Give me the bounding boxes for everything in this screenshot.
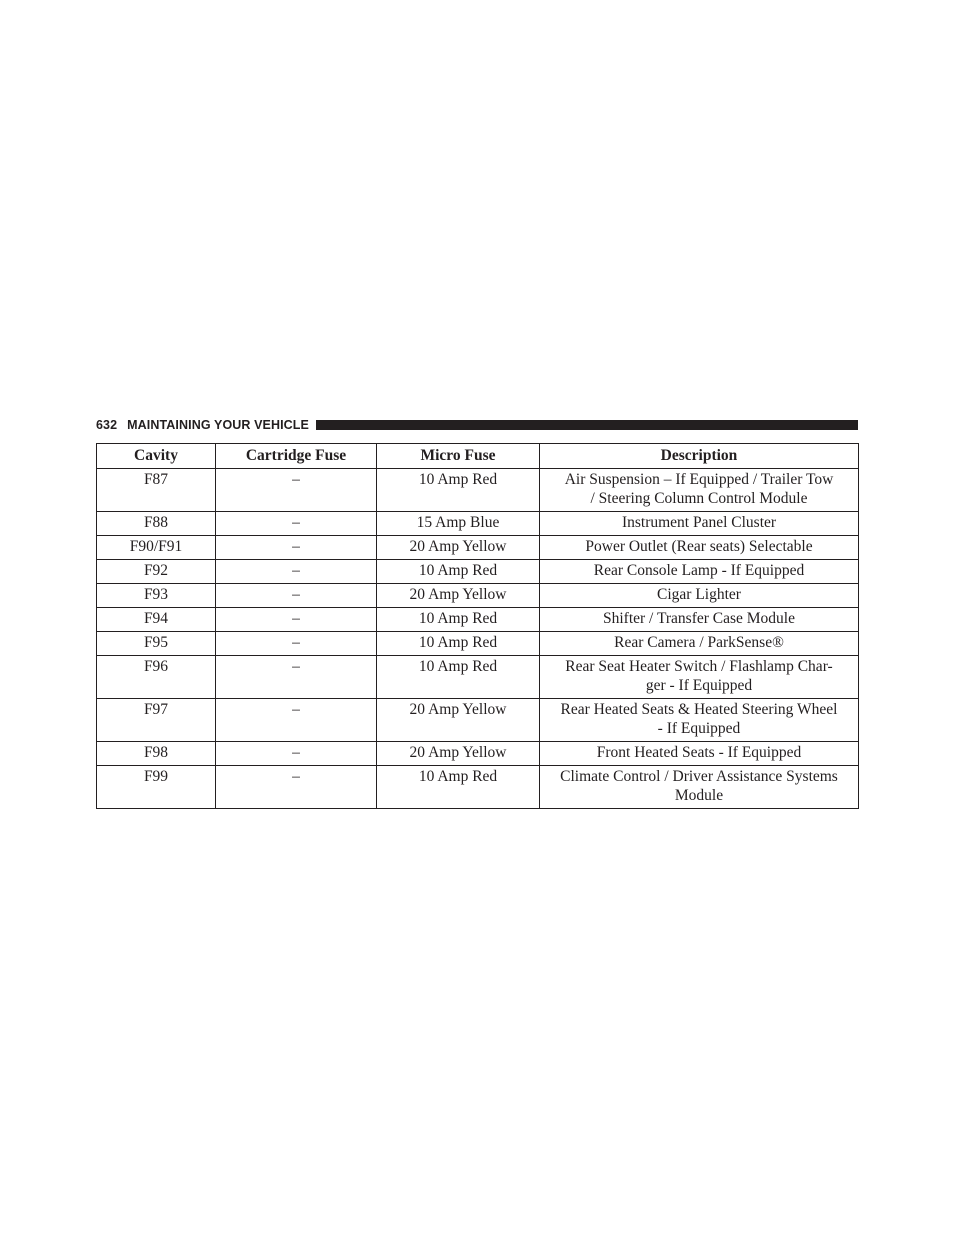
description-cell [540,632,859,656]
cavity-cell: F93 [97,584,216,608]
description-cell [540,766,859,809]
description-cell [540,608,859,632]
micro-fuse-cell: 20 Amp Yellow [377,584,540,608]
cavity-cell: F92 [97,560,216,584]
fuse-table [96,443,859,809]
column-header-cavity: Cavity [97,444,216,469]
table-row [97,536,859,560]
header-rule-bar [316,420,858,430]
table-row [97,766,859,809]
table-body [97,469,859,809]
cartridge-fuse-cell: – [216,608,377,632]
description-line: Instrument Panel Cluster [621,514,777,531]
description-line: Rear Seat Heater Switch / Flashlamp Char- [565,658,833,675]
description-line: - If Equipped [657,720,741,737]
description-cell [540,584,859,608]
cartridge-fuse-cell: – [216,656,377,699]
description-line: Rear Camera / ParkSense® [614,634,784,651]
micro-fuse-cell: 20 Amp Yellow [377,699,540,742]
micro-fuse-cell: 10 Amp Red [377,766,540,809]
column-header-cartridge-fuse: Cartridge Fuse [216,444,377,469]
description-line: Module [674,787,724,804]
micro-fuse-cell: 15 Amp Blue [377,512,540,536]
micro-fuse-cell: 10 Amp Red [377,560,540,584]
description-line: Climate Control / Driver Assistance Systems [560,768,838,785]
description-cell [540,742,859,766]
cavity-cell: F97 [97,699,216,742]
page-number: 632 [96,418,118,432]
micro-fuse-cell: 20 Amp Yellow [377,536,540,560]
description-cell [540,469,859,512]
cavity-cell: F95 [97,632,216,656]
cavity-cell: F96 [97,656,216,699]
cartridge-fuse-cell: – [216,560,377,584]
table-row [97,584,859,608]
cartridge-fuse-cell: – [216,766,377,809]
page-header [96,417,858,433]
table-row [97,656,859,699]
description-cell [540,656,859,699]
column-header-description: Description [540,444,859,469]
cavity-cell: F87 [97,469,216,512]
cartridge-fuse-cell: – [216,469,377,512]
description-line: Shifter / Transfer Case Module [602,610,795,627]
micro-fuse-cell: 20 Amp Yellow [377,742,540,766]
micro-fuse-cell: 10 Amp Red [377,469,540,512]
table-row [97,512,859,536]
description-line: Rear Console Lamp - If Equipped [593,562,805,579]
cavity-cell: F99 [97,766,216,809]
cavity-cell: F94 [97,608,216,632]
description-line: Front Heated Seats - If Equipped [596,744,802,761]
table-row [97,742,859,766]
table-row [97,632,859,656]
cartridge-fuse-cell: – [216,512,377,536]
description-cell [540,699,859,742]
description-line: Cigar Lighter [657,586,741,603]
table-row [97,699,859,742]
cartridge-fuse-cell: – [216,536,377,560]
micro-fuse-cell: 10 Amp Red [377,632,540,656]
cartridge-fuse-cell: – [216,632,377,656]
cartridge-fuse-cell: – [216,699,377,742]
description-line: Air Suspension – If Equipped / Trailer Tow [564,471,834,488]
section-title: MAINTAINING YOUR VEHICLE [127,418,309,432]
table-row [97,469,859,512]
description-line: Rear Heated Seats & Heated Steering Wheel [560,701,838,718]
micro-fuse-cell: 10 Amp Red [377,608,540,632]
cartridge-fuse-cell: – [216,742,377,766]
description-line: Power Outlet (Rear seats) Selectable [585,538,813,555]
cavity-cell: F90/F91 [97,536,216,560]
cavity-cell: F88 [97,512,216,536]
description-cell [540,512,859,536]
description-line: / Steering Column Control Module [590,490,808,507]
description-cell [540,560,859,584]
table-row [97,560,859,584]
table-row [97,608,859,632]
description-line: ger - If Equipped [645,677,753,694]
column-header-micro-fuse: Micro Fuse [377,444,540,469]
table-header-row [97,444,859,469]
description-cell [540,536,859,560]
micro-fuse-cell: 10 Amp Red [377,656,540,699]
cavity-cell: F98 [97,742,216,766]
cartridge-fuse-cell: – [216,584,377,608]
